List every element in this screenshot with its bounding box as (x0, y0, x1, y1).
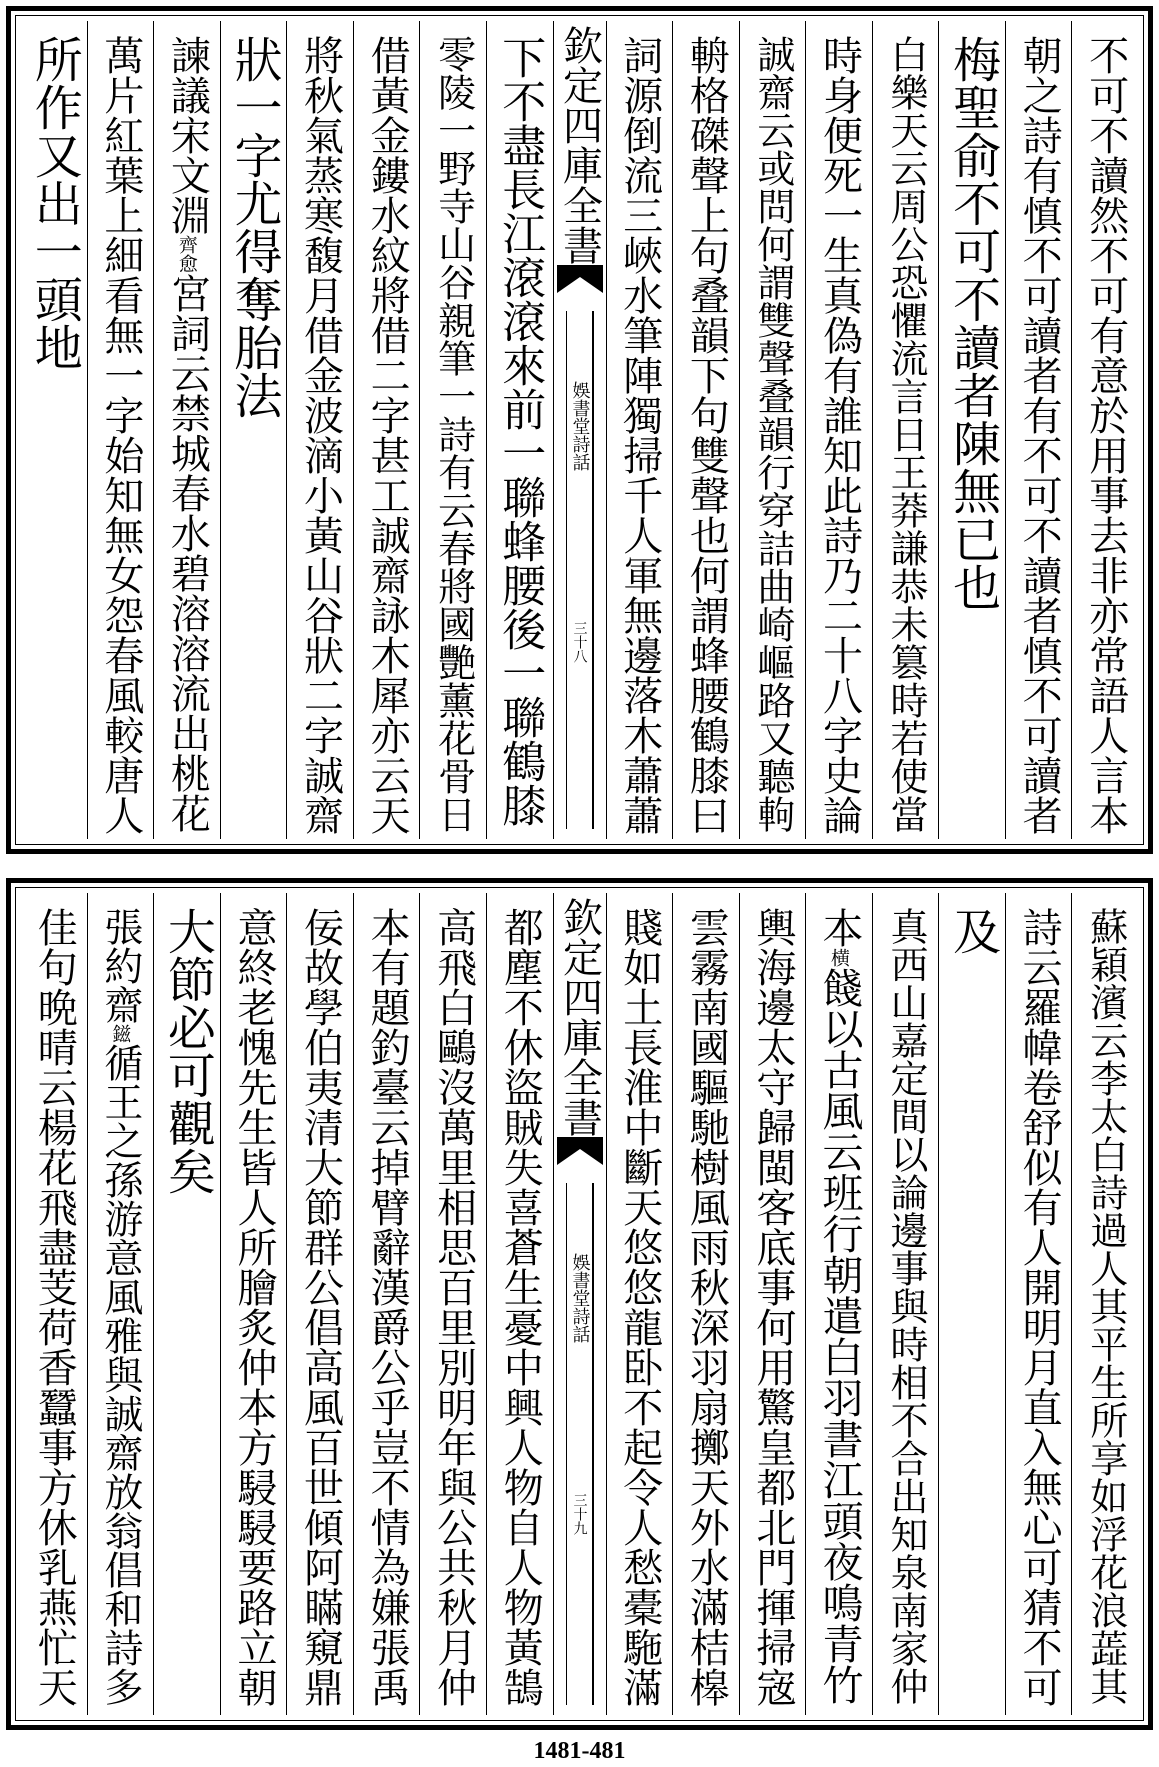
text-column: 佳句晩晴云楊花飛盡芰荷香蠶事方休乳燕忙天 (31, 907, 78, 1707)
text-column: 賤如土長淮中斷天悠悠龍卧不起令人愁橐駞滿 (606, 893, 673, 1715)
text-column: 雲霧南國驅馳樹風雨秋深羽扇擲天外水滿桔槔 (672, 893, 739, 1715)
text-column: 輿海邊太守歸閩客底事何用驚皇都北門揮掃宼 (739, 893, 806, 1715)
text-column: 都塵不休盜賊失喜蒼生憂中興人物自人物黃鵠 (486, 893, 553, 1715)
book-title: 娛書堂詩話 (569, 381, 591, 471)
text-column: 輈格磔聲上句叠韻下句雙聲也何謂蜂腰鶴膝曰 (672, 21, 739, 839)
text-column: 狀一字尤得奪胎法 (220, 21, 287, 839)
text-column: 及 (938, 893, 1005, 1715)
page-panel-bottom (6, 878, 1153, 1730)
collection-title: 欽定四庫全書 (556, 897, 603, 1137)
fishtail-mark-icon (557, 265, 603, 295)
text-column: 意終老愧先生皆人所膾炙仲本方駸駸要路立朝 (220, 893, 287, 1715)
text-column: 將秋氣蒸寒馥月借金波滴小黃山谷狀二字誠齋 (286, 21, 353, 839)
interlinear-note: 鎡 (109, 1024, 132, 1043)
text-column: 高飛白鷗沒萬里相思百里別明年與公共秋月仲 (419, 893, 486, 1715)
text-column: 本 横 餞以古風云班行朝遣白羽書江頭夜鳴青竹 (805, 893, 872, 1715)
text-column: 蘇穎濱云李太白詩過人其平生所享如浮花浪蕋其 (1071, 893, 1138, 1715)
text-column: 萬片紅葉上細看無一字始知無女怨春風較唐人 (87, 21, 154, 839)
text-column: 下不盡長江滾滾來前一聯蜂腰後一聯鶴膝 (486, 21, 553, 839)
block-center-column (553, 893, 606, 1715)
text-column: 所作又出一頭地 (26, 35, 83, 371)
text-column: 諫議宋文淵 齊愈 宮詞云禁城春水碧溶溶流出桃花 (153, 21, 220, 839)
interlinear-note: 齊愈 (175, 235, 198, 273)
folio-number: 三十八 (571, 621, 588, 663)
text-column: 借黃金鏤水紋將借二字甚工誠齋詠木犀亦云天 (353, 21, 420, 839)
text-column: 詩云羅幃卷舒似有人開明月直入無心可猜不可 (1005, 893, 1072, 1715)
page-number: 1481-481 (533, 1738, 626, 1764)
text-column: 詞源倒流三峽水筆陣獨掃千人軍無邊落木蕭蕭 (606, 21, 673, 839)
text-column: 真西山嘉定間以論邊事與時相不合出知泉南家仲 (872, 893, 939, 1715)
text-column: 白樂天云周公恐懼流言日王莽謙恭未篡時若使當 (872, 21, 939, 839)
text-column: 朝之詩有慎不可讀者有不可不讀者慎不可讀者 (1005, 21, 1072, 839)
text-column: 佞故學伯夷清大節群公倡高風百世傾阿瞞窺鼎 (286, 893, 353, 1715)
text-column: 時身便死一生真偽有誰知此詩乃二十八字史論 (805, 21, 872, 839)
interlinear-note: 横 (827, 948, 850, 967)
text-columns-top (21, 21, 1138, 839)
text-column: 張約齋 鎡 循王之孫游意風雅與誠齋放翁倡和詩多 (87, 893, 154, 1715)
fishtail-mark-icon (557, 1137, 603, 1167)
text-columns-bottom (21, 893, 1138, 1715)
text-column: 大節必可觀矣 (153, 893, 220, 1715)
page-panel-top (6, 6, 1153, 854)
text-column: 零陵一野寺山谷親筆一詩有云春將國艷薰花骨日 (419, 21, 486, 839)
text-column: 誠齋云或問何謂雙聲叠韻行穿詰曲崎嶇路又聽軥 (739, 21, 806, 839)
book-title: 娛書堂詩話 (569, 1253, 591, 1343)
text-column: 梅聖俞不可不讀者陳無已也 (938, 21, 1005, 839)
folio-number: 三十九 (571, 1493, 588, 1535)
collection-title: 欽定四庫全書 (556, 25, 603, 265)
block-center-column (553, 21, 606, 839)
text-column: 本有題釣臺云掉臂辭漢爵公乎豈不情為嫌張禹 (353, 893, 420, 1715)
text-column: 不可不讀然不可有意於用事去非亦常語人言本 (1071, 21, 1138, 839)
